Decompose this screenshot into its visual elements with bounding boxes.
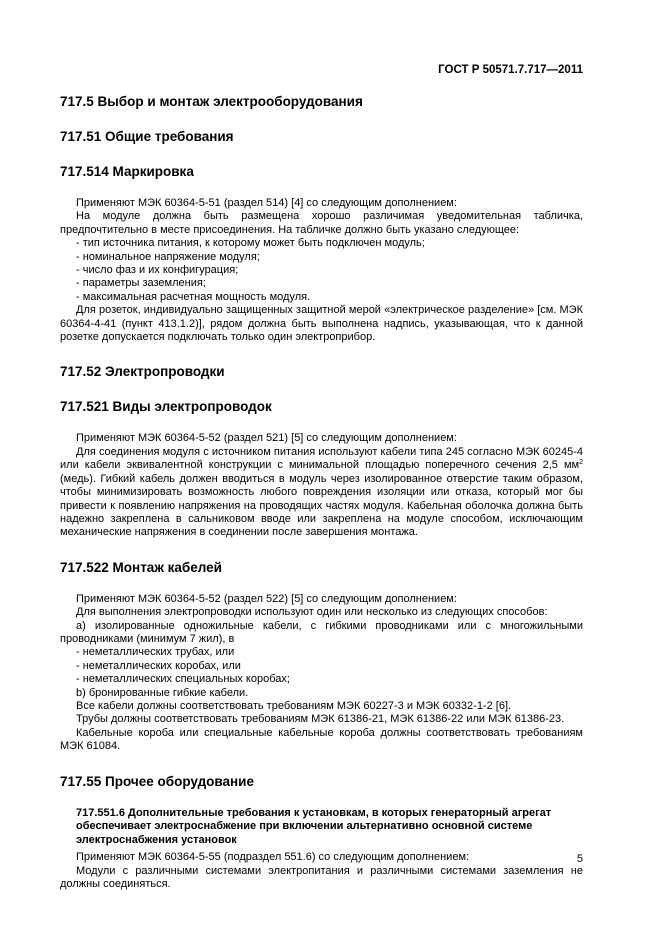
list-item: - параметры заземления; [76, 277, 206, 290]
page-number: 5 [576, 853, 583, 865]
paragraph: Все кабели должны соответствовать требованиям МЭК 60227-3 и МЭК 60332-1-2 [6]. [76, 699, 512, 712]
paragraph: Применяют МЭК 60364-5-52 (раздел 522) [5] со следующим дополнением: [76, 592, 457, 605]
paragraph [60, 446, 583, 540]
section-717-522-title: 717.522 Монтаж кабелей [60, 559, 222, 575]
section-717-521-title: 717.521 Виды электропроводок [60, 399, 272, 415]
paragraph: Для выполнения электропроводки используют один или несколько из следующих способов: [76, 606, 548, 619]
section-717-51-title: 717.51 Общие требования [60, 129, 234, 144]
section-717-551-6-title: 717.551.6 Дополнительные требования к установкам, в которых генераторный агрегат обеспечивает электроснабжение при включении альтернативно основной системе электроснабжения установок [76, 806, 552, 846]
paragraph: Применяют МЭК 60364-5-52 (раздел 521) [5] со следующим дополнением: [76, 432, 457, 445]
section-717-52-title: 717.52 Электропроводки [60, 364, 225, 380]
list-item: - максимальная расчетная мощность модуля. [76, 290, 311, 303]
page-content [60, 92, 583, 891]
paragraph: На модуле должна быть размещена хорошо различимая уведомительная табличка, предпочтительно в месте присоединения. На табличке должно быть указано следующее: [60, 210, 583, 236]
list-item: - число фаз и их конфигурация; [76, 264, 239, 277]
list-item: - неметаллических коробах, или [76, 659, 241, 672]
list-item: а) изолированные одножильные кабели, с гибкими проводниками или с многожильными проводниками (минимум 7 жил), в [60, 619, 583, 645]
section-717-5-title: 717.5 Выбор и монтаж электрооборудования [60, 94, 363, 109]
paragraph-part: (медь). Гибкий кабель должен вводиться в модуль через изолированное отверстие таким образом, чтобы минимизировать возможность любого повреждения изоляции или отказа, который мог бы привести к появлению напряжения на проводящих частях модуля. Кабельная оболочка должна быть надежно закреплена в сальниковом вводе или закреплена на модуле способом, исключающим механические напряжения в соединении после завершения монтажа. [60, 472, 583, 539]
list-item: - тип источника питания, к которому может быть подключен модуль; [76, 237, 425, 250]
paragraph: Для розеток, индивидуально защищенных защитной мерой «электрическое разделение» [см. МЭК 60364-4-41 (пункт 413.1.2)], рядом должна быть выполнена надпись, указывающая, что к данной розетке допускается подключать только один электроприбор. [60, 304, 583, 344]
superscript: 2 [579, 459, 583, 467]
list-item: - номинальное напряжение модуля; [76, 250, 260, 263]
paragraph: Модули с различными системами электропитания и различными системами заземления не должны соединяться. [60, 864, 583, 890]
paragraph-part: Для соединения модуля с источником питания используют кабели типа 245 согласно МЭК 60245-4 или кабели эквивалентной конструкции с минимальной площадью поперечного сечения 2,5 мм [60, 445, 583, 472]
list-item: b) бронированные гибкие кабели. [76, 686, 249, 699]
paragraph: Кабельные короба или специальные кабельные короба должны соответствовать требованиям МЭК 61084. [60, 726, 583, 753]
section-717-55-title: 717.55 Прочее оборудование [60, 773, 254, 789]
document-code: ГОСТ Р 50571.7.717—2011 [438, 64, 583, 76]
paragraph: Применяют МЭК 60364-5-55 (подраздел 551.6) со следующим дополнением: [76, 851, 470, 864]
paragraph: Трубы должны соответствовать требованиям МЭК 61386-21, МЭК 61386-22 или МЭК 61386-23. [76, 713, 565, 726]
list-item: - неметаллических специальных коробах; [76, 673, 290, 686]
paragraph: Применяют МЭК 60364-5-51 (раздел 514) [4] со следующим дополнением: [76, 197, 457, 209]
section-717-514-title: 717.514 Маркировка [60, 164, 194, 179]
list-item: - неметаллических трубах, или [76, 646, 235, 659]
